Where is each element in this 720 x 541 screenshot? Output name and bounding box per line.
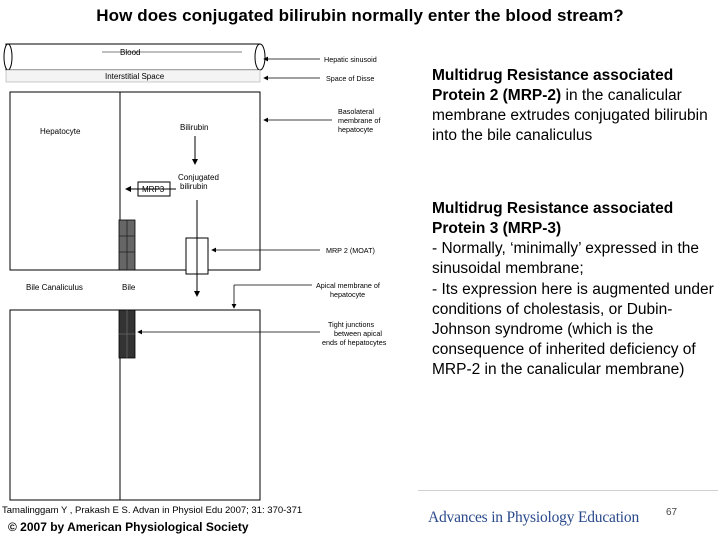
mrp2-explanation — [432, 66, 718, 147]
bilirubin-transport-diagram — [2, 40, 408, 502]
mrp2-explanation-text: in the canalicular membrane extrudes conjugated bilirubin into the bile canaliculus — [432, 87, 708, 145]
bilirubin-label: Bilirubin — [180, 123, 209, 132]
interstitial-space-label: Interstitial Space — [105, 72, 165, 81]
journal-name: Advances in Physiology Education — [428, 509, 640, 526]
slide-title: How does conjugated bilirubin normally enter the blood stream? — [96, 6, 624, 25]
hepatic-sinusoid-label: Hepatic sinusoid — [324, 55, 377, 64]
mrp3-label: MRP3 — [142, 185, 165, 194]
basolateral-label: Basolateral membrane of hepatocyte — [338, 107, 381, 134]
conjugated-bilirubin-label: Conjugated bilirubin — [178, 173, 219, 191]
space-of-disse-label: Space of Disse — [326, 74, 375, 83]
mrp3-explanation — [432, 199, 718, 380]
hepatocyte-label: Hepatocyte — [40, 127, 81, 136]
mrp2-label: MRP 2 (MOAT) — [326, 246, 375, 255]
tight-junctions-label: Tight junctions between apical ends of hepatocytes — [322, 320, 387, 347]
bile-canaliculus-label: Bile Canaliculus — [26, 283, 83, 292]
bile-partial-label: Bile — [122, 283, 136, 292]
mrp3-explanation-line: - Normally, ‘minimally’ expressed in the sinusoidal membrane; — [432, 240, 700, 278]
hepatocyte-left-lower — [10, 310, 120, 500]
mrp2-explanation-heading: Multidrug Resistance associated Protein 2 (MRP-2) — [432, 67, 674, 105]
page-number: 67 — [666, 507, 678, 518]
mrp3-explanation-line: - Its expression here is augmented under conditions of cholestasis, or Dubin-Johnson syndrome (which is the consequence of inherited deficiency of MRP-2 in the canalicular membrane) — [432, 280, 714, 379]
copyright: © 2007 by American Physiological Society — [8, 520, 249, 534]
journal-logo — [418, 490, 718, 541]
apical-membrane-label: Apical membrane of hepatocyte — [316, 281, 380, 299]
citation: Tamalinggam Y , Prakash E S. Advan in Physiol Edu 2007; 31: 370-371 — [2, 505, 303, 516]
mrp3-explanation-heading: Multidrug Resistance associated Protein 3 (MRP-3) — [432, 200, 674, 238]
hepatocyte-left-upper — [10, 92, 120, 270]
hepatocyte-right-lower — [120, 310, 260, 500]
tight-junction-upper — [119, 220, 135, 270]
tight-junction-lower — [119, 310, 135, 358]
blood-label: Blood — [120, 48, 141, 57]
